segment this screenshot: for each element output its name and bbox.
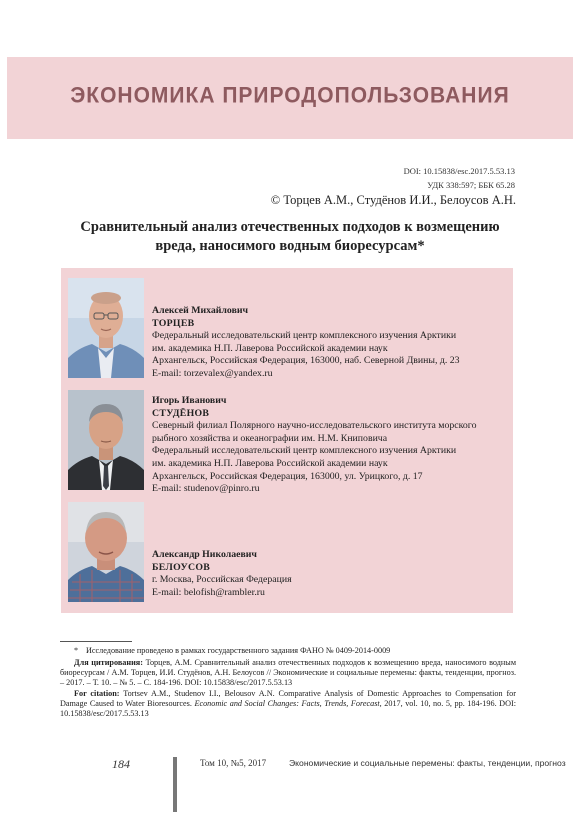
section-title: ЭКОНОМИКА ПРИРОДОПОЛЬЗОВАНИЯ xyxy=(70,83,510,108)
footer-rule xyxy=(173,757,177,812)
journal-name: Экономические и социальные перемены: факты, тенденции, прогноз xyxy=(289,758,566,768)
citation-en-details: 2017, vol. 10, no. 5, pp. 184-196. DOI: 10.15838/esc/2017.5.53.13 xyxy=(60,699,516,719)
citation-ru-label: Для цитирования: xyxy=(74,658,143,667)
paper-title xyxy=(60,218,520,256)
page-number: 184 xyxy=(112,757,130,771)
author-affiliation-line: им. академика Н.П. Лаверова Российской академии наук xyxy=(152,342,388,354)
author-info-tortsev xyxy=(152,305,507,381)
author-affiliation-line: Федеральный исследовательский центр комплексного изучения Арктики xyxy=(152,330,457,342)
author-affiliation-line: Северный филиал Полярного научно-исследовательского института морского xyxy=(152,420,477,432)
footnote-rule xyxy=(60,641,132,642)
author-address-line: Архангельск, Российская Федерация, 163000, ул. Урицкого, д. 17 xyxy=(152,470,423,482)
doi: DOI: 10.15838/esc.2017.5.53.13 xyxy=(403,166,515,176)
author-email: E-mail: studenov@pinro.ru xyxy=(152,483,260,495)
footnote-marker: * xyxy=(74,646,79,655)
journal-issue: Том 10, №5, 2017 xyxy=(200,758,267,768)
footnote-text: Исследование проведено в рамках государственного задания ФАНО № 0409-2014-0009 xyxy=(86,646,391,655)
author-photo-belousov xyxy=(68,502,144,602)
author-info-studenov xyxy=(152,395,507,496)
author-photo-studenov xyxy=(68,390,144,490)
author-last-name: СТУДЁНОВ xyxy=(152,407,210,419)
author-last-name: ТОРЦЕВ xyxy=(152,317,195,329)
udk: УДК 338:597; ББК 65.28 xyxy=(427,180,515,190)
author-photo-tortsev xyxy=(68,278,144,378)
citation-ru xyxy=(60,658,516,689)
author-address-line: Архангельск, Российская Федерация, 163000, наб. Северной Двины, д. 23 xyxy=(152,355,460,367)
author-last-name: БЕЛОУСОВ xyxy=(152,561,211,573)
citation-en-label: For citation: xyxy=(74,689,120,698)
paper-title-line: вреда, наносимого водным биоресурсам* xyxy=(155,238,425,254)
citation-en-journal: Economic and Social Changes: Facts, Trends, Forecast, xyxy=(194,699,382,709)
author-affiliation-line: рыбного хозяйства и океанографии им. Н.М. Книповича xyxy=(152,432,388,444)
citation-en xyxy=(60,689,516,720)
author-affiliation-line: Федеральный исследовательский центр комплексного изучения Арктики xyxy=(152,445,457,457)
authors-copyright: © Торцев А.М., Студёнов И.И., Белоусов А.Н. xyxy=(270,193,516,207)
author-affiliation-line: им. академика Н.П. Лаверова Российской академии наук xyxy=(152,457,388,469)
author-first-names: Игорь Иванович xyxy=(152,395,227,406)
author-first-names: Алексей Михайлович xyxy=(152,305,249,316)
author-first-names: Александр Николаевич xyxy=(152,549,257,560)
author-info-belousov xyxy=(152,549,507,599)
author-email: E-mail: belofish@rambler.ru xyxy=(152,586,265,598)
author-address-line: г. Москва, Российская Федерация xyxy=(152,574,292,586)
citation-ru-text: Торцев, А.М. Сравнительный анализ отечественных подходов к возмещению вреда, наносимого водным биоресурсам / А.М. Торцев, И.И. Студёнов, А.Н. Белоусов // Экономические и социальные перемены: факты, тенденции, прогноз. – 2017. – Т. 10. – № 5. – С. 184-196. DOI: 10.15838/esc/2017.5.53.13 xyxy=(60,658,516,688)
author-email: E-mail: torzevalex@yandex.ru xyxy=(152,367,273,379)
footnote xyxy=(60,646,516,656)
citation-en-text: Tortsev A.M., Studenov I.I., Belousov A.N. Comparative Analysis of Domestic Approaches to Compensation for Damage Caused to Water Bioresources. xyxy=(60,689,516,709)
paper-title-line: Сравнительный анализ отечественных подходов к возмещению xyxy=(80,219,500,235)
